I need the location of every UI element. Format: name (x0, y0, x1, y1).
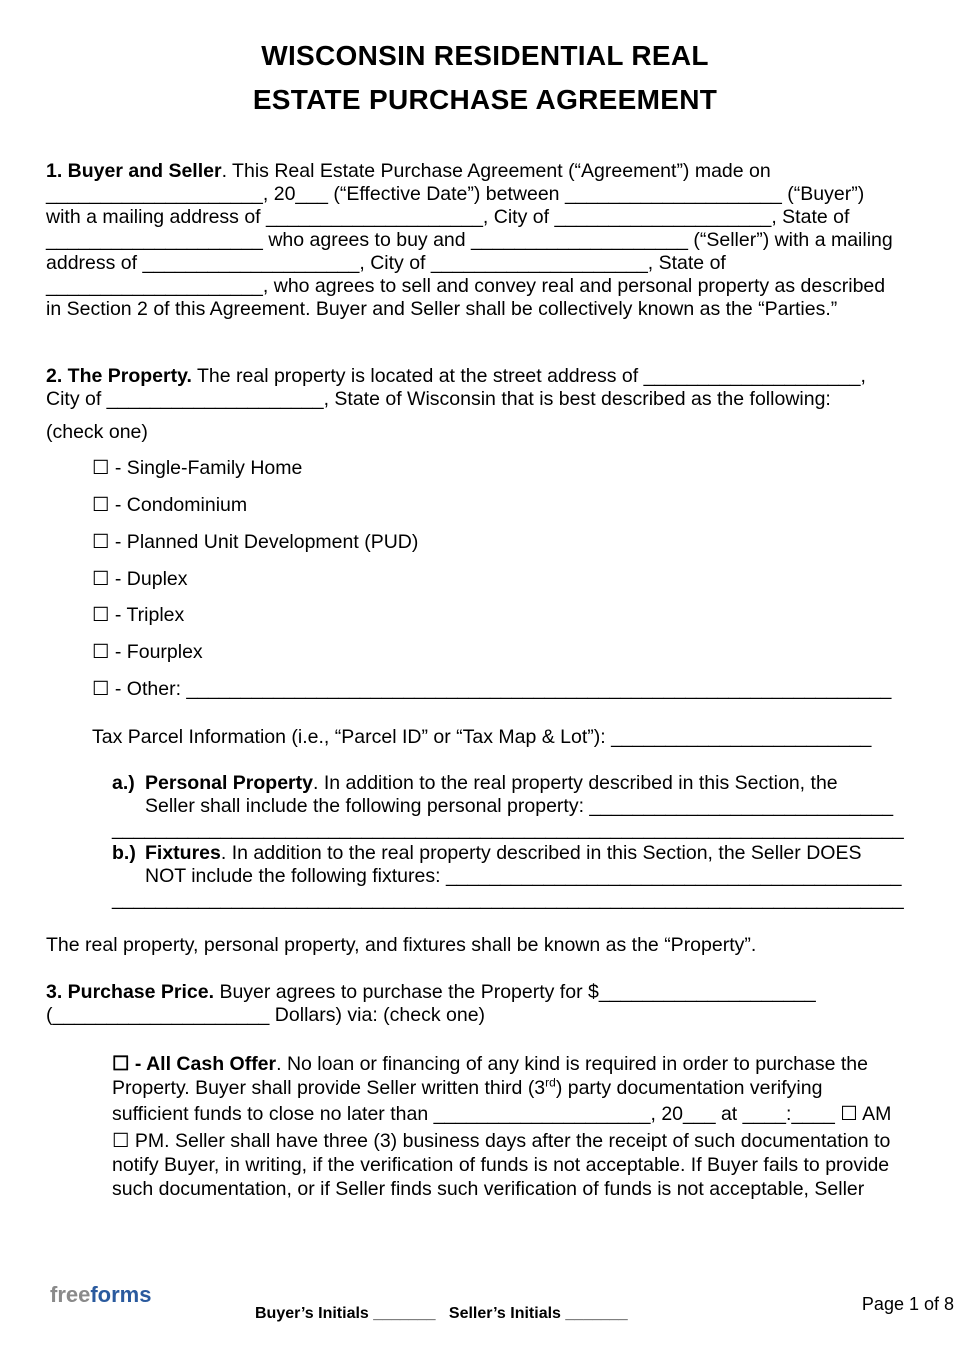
cash-offer-checkbox[interactable]: ☐ - (112, 1053, 147, 1075)
section1-line-2: ____________________, 20___ (“Effective Date”) between ____________________ (“Buyer”) (46, 183, 865, 205)
section1-text-1: . This Real Estate Purchase Agreement (“Agreement”) made on (221, 160, 771, 182)
fixtures-line-2: NOT include the following fixtures: __________________________________________ (145, 865, 902, 887)
cash-offer-line-2 (112, 1077, 822, 1100)
section1-line-5: address of ____________________, City of ____________________, State of (46, 252, 726, 274)
cash-offer-heading: All Cash Offer (146, 1053, 277, 1075)
section1-line-3: with a mailing address of ____________________, City of ____________________, State of (46, 206, 850, 228)
document-title-line-2: ESTATE PURCHASE AGREEMENT (252, 84, 718, 115)
cash-offer-line-4: ☐ PM. Seller shall have three (3) business days after the receipt of such documentation to (112, 1130, 891, 1152)
option-other[interactable]: ☐ - Other: _________________________________________________________________ (92, 678, 892, 700)
personal-property-line-3: _________________________________________________________________________ (112, 818, 904, 840)
personal-property-line-1 (145, 772, 838, 795)
cash-offer-line-3: sufficient funds to close no later than ____________________, 20___ at ____:____ ☐ AM (112, 1103, 892, 1125)
section3-heading: 3. Purchase Price. (46, 981, 215, 1003)
personal-property-line-2: Seller shall include the following personal property: ____________________________ (145, 795, 894, 817)
fixtures-marker: b.) (112, 842, 136, 864)
cash-offer-line-1 (112, 1053, 868, 1076)
section2-line-1 (46, 365, 866, 388)
personal-property-text: . In addition to the real property described in this Section, the (312, 772, 838, 794)
personal-property-heading: Personal Property (145, 772, 313, 794)
tax-parcel-line: Tax Parcel Information (i.e., “Parcel ID” or “Tax Map & Lot”): ________________________ (92, 726, 872, 748)
fixtures-line-1 (145, 842, 861, 865)
personal-property-label (112, 772, 135, 795)
property-summary: The real property, personal property, and fixtures shall be known as the “Property”. (46, 934, 757, 956)
logo-free-text: free (50, 1282, 91, 1307)
cash-offer-line-5: notify Buyer, in writing, if the verification of funds is not acceptable. If Buyer fails to provide (112, 1154, 890, 1176)
section3-text-1: Buyer agrees to purchase the Property for $____________________ (214, 981, 816, 1003)
section1-line-4: ____________________ who agrees to buy and ____________________ (“Seller”) with a mailing (46, 229, 893, 251)
section1-line-1 (46, 160, 771, 183)
option-fourplex[interactable]: ☐ - Fourplex (92, 641, 203, 663)
logo-forms-text: forms (90, 1282, 152, 1307)
option-triplex[interactable]: ☐ - Triplex (92, 604, 185, 626)
freeforms-logo (50, 1282, 151, 1308)
cash-offer-text-1: . No loan or financing of any kind is required in order to purchase the (276, 1053, 868, 1075)
section1-line-7: in Section 2 of this Agreement. Buyer and Seller shall be collectively known as the “Parties.” (46, 298, 838, 320)
section2-heading: 2. The Property. (46, 365, 192, 387)
option-condominium[interactable]: ☐ - Condominium (92, 494, 248, 516)
section2-line-2: City of ____________________, State of Wisconsin that is best described as the following: (46, 388, 831, 410)
section1-line-6: ____________________, who agrees to sell and convey real and personal property as described (46, 275, 886, 297)
check-one-label: (check one) (46, 421, 148, 443)
option-duplex[interactable]: ☐ - Duplex (92, 568, 188, 590)
fixtures-line-3: _________________________________________________________________________ (112, 888, 904, 910)
cash-offer-text-2b: ) party documentation verifying (555, 1077, 823, 1099)
fixtures-label (112, 842, 136, 865)
section3-line-2: (____________________ Dollars) via: (check one) (46, 1004, 486, 1026)
cash-offer-text-2a: Property. Buyer shall provide Seller written third (3 (112, 1077, 546, 1099)
cash-offer-line-6: such documentation, or if Seller finds such verification of funds is not acceptable, Seller (112, 1178, 865, 1200)
page-number: Page 1 of 8 (861, 1294, 954, 1314)
option-pud[interactable]: ☐ - Planned Unit Development (PUD) (92, 531, 419, 553)
document-title-line-1: WISCONSIN RESIDENTIAL REAL (261, 40, 709, 71)
section3-line-1 (46, 981, 816, 1004)
fixtures-heading: Fixtures (145, 842, 221, 864)
personal-property-marker: a.) (112, 772, 135, 794)
cash-offer-superscript: rd (545, 1075, 556, 1090)
option-single-family[interactable]: ☐ - Single-Family Home (92, 457, 303, 479)
initials-line: Buyer’s Initials _______ Seller’s Initials _______ (255, 1305, 628, 1322)
section1-heading: 1. Buyer and Seller (46, 160, 222, 182)
fixtures-text: . In addition to the real property described in this Section, the Seller DOES (220, 842, 862, 864)
section2-text-1: The real property is located at the street address of ____________________, (191, 365, 866, 387)
